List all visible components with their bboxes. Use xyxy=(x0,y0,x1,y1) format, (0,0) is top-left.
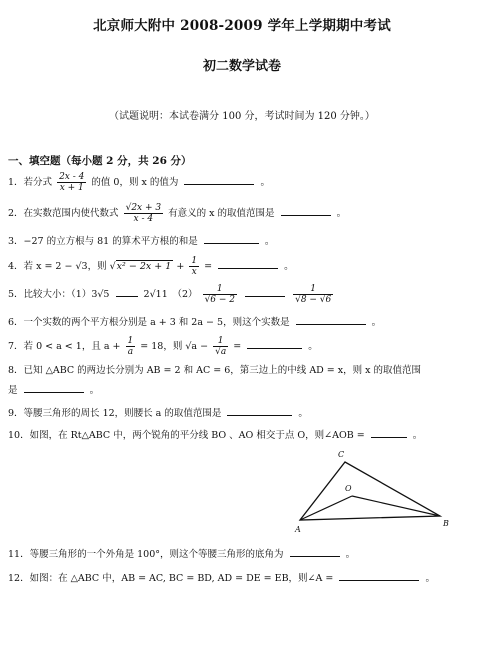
q4-end: 。 xyxy=(284,261,294,272)
question-4 xyxy=(8,256,294,277)
q10-end: 。 xyxy=(412,430,423,441)
q7-numerator-2: 1 xyxy=(213,336,228,347)
q7-equals: = xyxy=(233,341,242,352)
q6-text: 6．一个实数的两个平方根分别是 a + 3 和 2a − 5，则这个实数是 xyxy=(8,317,290,328)
q1-denominator: x + 1 xyxy=(59,183,84,193)
q4-numerator: 1 xyxy=(191,256,198,266)
triangle-figure xyxy=(290,448,460,538)
question-1 xyxy=(8,172,270,193)
q3-answer-blank[interactable] xyxy=(204,233,259,244)
exam-title: 北京师大附中 2008-2009 学年上学期期中考试 xyxy=(93,18,391,34)
q2-text-b: 有意义的 x 的取值范围是 xyxy=(168,208,275,219)
q2-answer-blank[interactable] xyxy=(281,205,331,216)
question-8 xyxy=(8,364,421,377)
question-7 xyxy=(8,336,318,357)
q11-text: 11．等腰三角形的一个外角是 100°，则这个等腰三角形的底角为 xyxy=(8,549,284,560)
question-12 xyxy=(8,570,435,585)
q7-denominator-1: a xyxy=(127,347,134,357)
label-a: A xyxy=(295,525,301,534)
q7-numerator-1: 1 xyxy=(127,336,134,346)
q5-denominator-1: √6 − 2 xyxy=(204,295,236,305)
question-11 xyxy=(8,546,355,561)
question-9 xyxy=(8,405,308,420)
q5-numerator-1: 1 xyxy=(203,284,237,295)
q7-fraction-2 xyxy=(213,336,228,357)
q4-denominator: x xyxy=(191,267,197,277)
section-heading: 一、填空题（每小题 2 分，共 26 分） xyxy=(8,155,192,167)
q5-fraction-1 xyxy=(203,284,237,305)
exam-note: （试题说明：本试卷满分 100 分，考试时间为 120 分钟。） xyxy=(109,111,375,122)
q7-text: 7．若 0 < a < 1，且 a + xyxy=(8,341,121,352)
question-6 xyxy=(8,314,381,329)
q7-end: 。 xyxy=(308,341,318,352)
q9-end: 。 xyxy=(298,408,308,419)
q10-answer-blank[interactable] xyxy=(371,427,407,438)
q2-denominator: x - 4 xyxy=(133,214,154,224)
q1-end: 。 xyxy=(260,177,270,188)
q1-text: 1．若分式 xyxy=(8,177,53,188)
question-5 xyxy=(8,284,335,305)
q6-answer-blank[interactable] xyxy=(296,314,366,325)
q2-text: 2．在实数范围内使代数式 xyxy=(8,208,119,219)
q5-text: 5．比较大小：（1）3√5 xyxy=(8,289,110,300)
q7-denominator-2: √a xyxy=(215,347,227,357)
q4-answer-blank[interactable] xyxy=(218,258,278,269)
segment-bo xyxy=(352,496,440,516)
question-10 xyxy=(8,427,422,442)
q2-fraction xyxy=(124,203,164,224)
q7-answer-blank[interactable] xyxy=(247,338,302,349)
q1-text-b: 的值 0，则 x 的值为 xyxy=(91,177,179,188)
q5-text-b: 2√11 （2） xyxy=(143,289,198,300)
q1-answer-blank[interactable] xyxy=(184,174,254,185)
q2-numerator: √2x + 3 xyxy=(125,203,162,213)
q4-fraction xyxy=(189,256,199,277)
q9-text: 9．等腰三角形的周长 12，则腰长 a 的取值范围是 xyxy=(8,408,222,419)
q4-text: 4．若 x = 2 − √3，则 xyxy=(8,261,107,272)
q7-text-b: = 18，则 √a − xyxy=(140,341,209,352)
q1-numerator: 2x - 4 xyxy=(59,172,85,182)
exam-subtitle: 初二数学试卷 xyxy=(202,59,281,74)
q1-fraction xyxy=(57,172,86,193)
q11-answer-blank[interactable] xyxy=(290,546,340,557)
question-2 xyxy=(8,203,346,224)
q5-fraction-2 xyxy=(293,284,333,305)
q2-end: 。 xyxy=(336,208,347,219)
q12-text: 12．如图：在 △ABC 中，AB = AC, BC = BD, AD = DE = EB，则∠A = xyxy=(8,573,334,584)
question-8-line-2 xyxy=(8,382,99,397)
label-c: C xyxy=(338,450,345,459)
q5-blank-1[interactable] xyxy=(116,286,138,297)
q10-text: 10．如图，在 Rt△ABC 中，两个锐角的平分线 BO 、AO 相交于点 O，则∠AOB = xyxy=(8,430,365,441)
q8-text-b: 是 xyxy=(8,385,18,396)
q4-equals: = xyxy=(204,261,213,272)
q9-answer-blank[interactable] xyxy=(227,405,292,416)
q4-plus: + xyxy=(176,261,185,272)
q11-end: 。 xyxy=(345,549,356,560)
q3-text: 3．−27 的立方根与 81 的算术平方根的和是 xyxy=(8,236,198,247)
label-b: B xyxy=(443,519,449,528)
segment-ao xyxy=(300,496,352,520)
q12-end: 。 xyxy=(425,573,435,584)
q7-fraction-1 xyxy=(126,336,136,357)
q8-answer-blank[interactable] xyxy=(24,382,84,393)
q8-text: 8．已知 △ABC 的两边长分别为 AB = 2 和 AC = 6，第三边上的中线 AD = x，则 x 的取值范围 xyxy=(8,365,422,376)
question-3 xyxy=(8,233,274,248)
q5-blank-2[interactable] xyxy=(245,286,285,297)
q4-radical-sign: √ xyxy=(109,261,116,272)
q4-radicand: x² − 2x + 1 xyxy=(116,261,172,272)
q8-end: 。 xyxy=(89,385,100,396)
q6-end: 。 xyxy=(371,317,382,328)
q5-numerator-2: 1 xyxy=(293,284,333,295)
q5-denominator-2: √8 − √6 xyxy=(295,295,332,305)
label-o: O xyxy=(345,484,352,493)
q12-answer-blank[interactable] xyxy=(339,570,419,581)
q3-end: 。 xyxy=(264,236,275,247)
